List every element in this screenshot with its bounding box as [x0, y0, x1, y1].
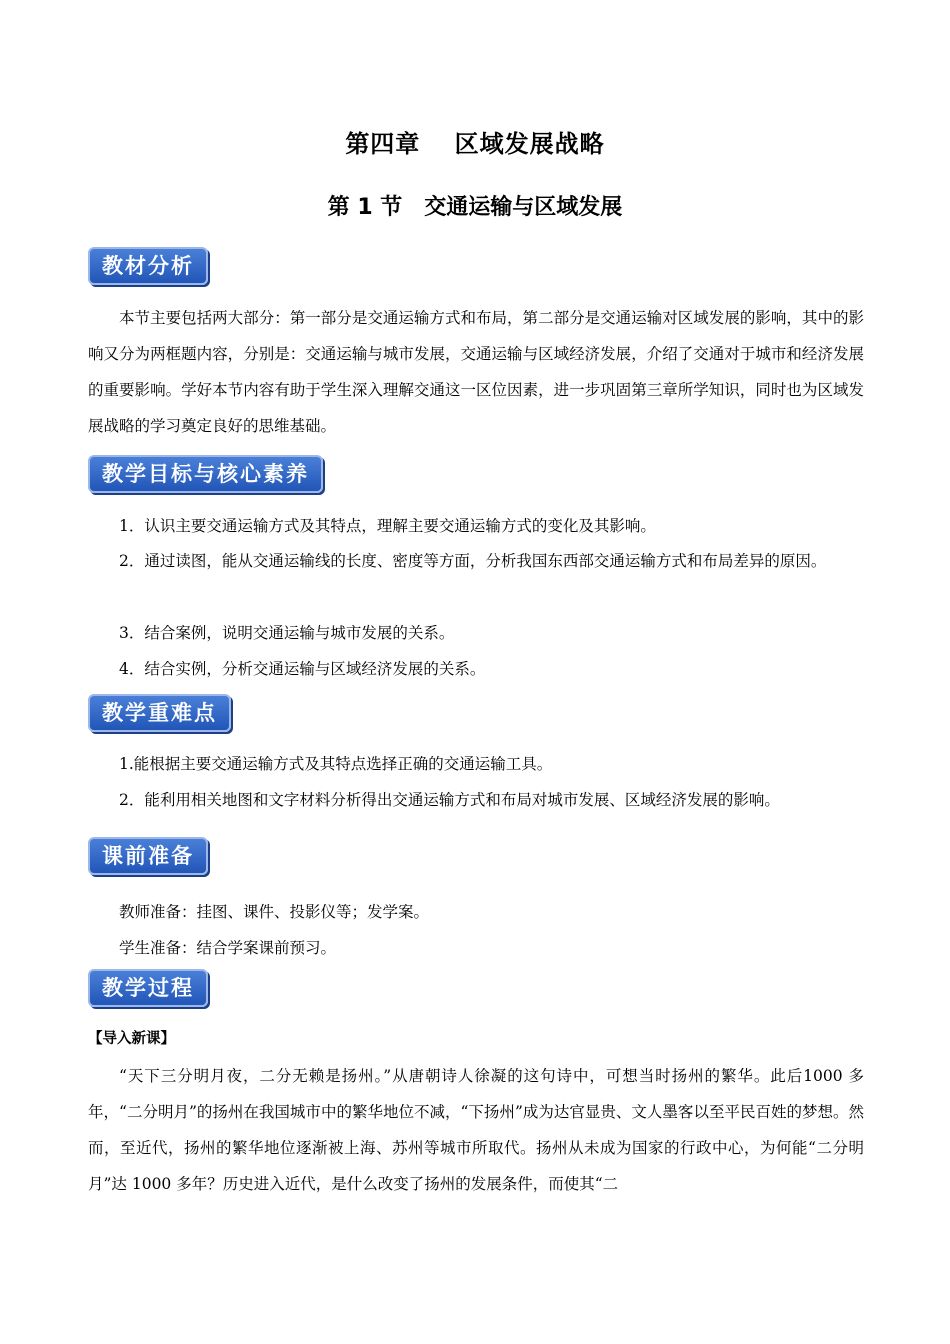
chapter-title: 第四章 区域发展战略	[345, 130, 605, 158]
lead-in-label: 【导入新课】	[88, 1031, 175, 1047]
key-point-item: 1.能根据主要交通运输方式及其特点选择正确的交通运输工具。	[119, 755, 553, 773]
badge-objectives: 教学目标与核心素养	[88, 455, 323, 493]
objective-item: 1．认识主要交通运输方式及其特点，理解主要交通运输方式的变化及其影响。	[119, 517, 656, 535]
section-title: 第 1 节 交通运输与区域发展	[327, 195, 623, 220]
badge-key-points: 教学重难点	[88, 694, 231, 732]
badge-analysis: 教材分析	[88, 247, 208, 285]
key-point-item: 2．能利用相关地图和文字材料分析得出交通运输方式和布局对城市发展、区域经济发展的影响。	[119, 791, 780, 809]
analysis-paragraph: 本节主要包括两大部分：第一部分是交通运输方式和布局，第二部分是交通运输对区域发展的影响，其中的影响又分为两框题内容，分别是：交通运输与城市发展，交通运输与区域经济发展，介绍了交通对于城市和经济发展的重要影响。学好本节内容有助于学生深入理解交通这一区位因素，进一步巩固第三章所学知识，同时也为区域发展战略的学习奠定良好的思维基础。	[88, 309, 864, 435]
preparation-item: 教师准备：挂图、课件、投影仪等；发学案。	[119, 903, 430, 921]
lead-in-paragraph: “天下三分明月夜，二分无赖是扬州。”从唐朝诗人徐凝的这句诗中，可想当时扬州的繁华。此后1000 多年，“二分明月”的扬州在我国城市中的繁华地位不减，“下扬州”成为达官显贵、文人墨客以至平民百姓的梦想。然而，至近代，扬州的繁华地位逐渐被上海、苏州等城市所取代。扬州从未成为国家的行政中心，为何能“二分明月”达 1000 多年？历史进入近代，是什么改变了扬州的发展条件，而使其“二	[88, 1067, 864, 1193]
badge-process: 教学过程	[88, 969, 208, 1007]
preparation-item: 学生准备：结合学案课前预习。	[119, 939, 337, 957]
objective-item: 2．通过读图，能从交通运输线的长度、密度等方面，分析我国东西部交通运输方式和布局差异的原因。	[119, 552, 827, 570]
objective-item: 3．结合案例，说明交通运输与城市发展的关系。	[119, 624, 455, 642]
badge-preparation: 课前准备	[88, 837, 208, 875]
objective-item: 4．结合实例，分析交通运输与区域经济发展的关系。	[119, 660, 486, 678]
